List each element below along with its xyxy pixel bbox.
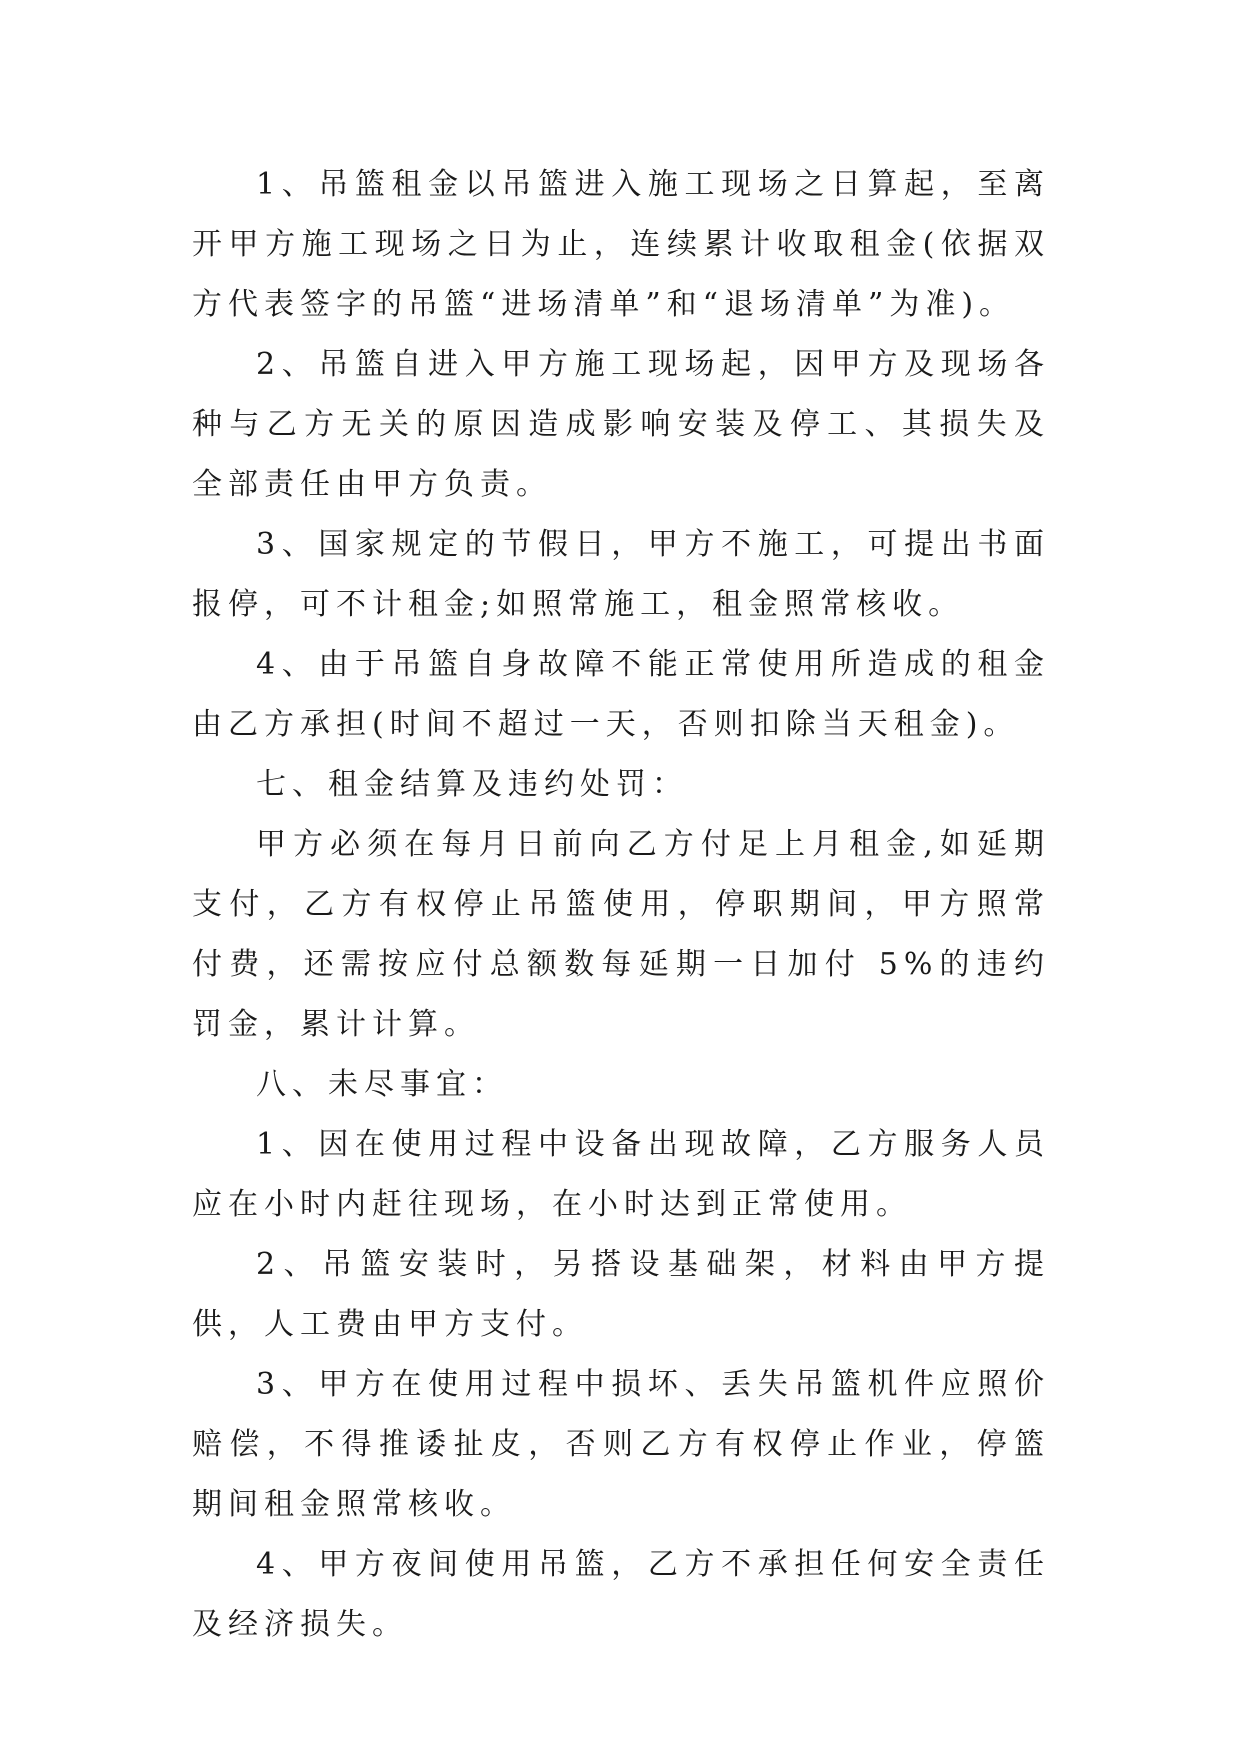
paragraph-installation: 2、吊篮安装时，另搭设基础架，材料由甲方提供，人工费由甲方支付。	[192, 1247, 1050, 1342]
section-heading-settlement: 七、租金结算及违约处罚：	[256, 767, 688, 802]
paragraph-rent-start: 1、吊篮租金以吊篮进入施工现场之日算起，至离开甲方施工现场之日为止，连续累计收取租金(依据双方代表签字的吊篮“进场清单”和“退场清单”为准)。	[192, 167, 1050, 322]
section-heading-misc: 八、未尽事宜：	[256, 1067, 508, 1102]
document-body	[192, 155, 1050, 1655]
paragraph-payment-terms: 甲方必须在每月日前向乙方付足上月租金,如延期支付，乙方有权停止吊篮使用，停职期间，甲方照常付费，还需按应付总额数每延期一日加付 5%的违约罚金，累计计算。	[192, 827, 1050, 1042]
paragraph-holidays: 3、国家规定的节假日，甲方不施工，可提出书面报停，可不计租金;如照常施工，租金照常核收。	[192, 527, 1050, 622]
paragraph-site-responsibility: 2、吊篮自进入甲方施工现场起，因甲方及现场各种与乙方无关的原因造成影响安装及停工、其损失及全部责任由甲方负责。	[192, 347, 1050, 502]
paragraph-night-use: 4、甲方夜间使用吊篮，乙方不承担任何安全责任及经济损失。	[192, 1547, 1050, 1642]
paragraph-malfunction: 4、由于吊篮自身故障不能正常使用所造成的租金由乙方承担(时间不超过一天，否则扣除当天租金)。	[192, 647, 1050, 742]
paragraph-damage-compensation: 3、甲方在使用过程中损坏、丢失吊篮机件应照价赔偿，不得推诿扯皮，否则乙方有权停止作业，停篮期间租金照常核收。	[192, 1367, 1050, 1522]
paragraph-service-response: 1、因在使用过程中设备出现故障，乙方服务人员应在小时内赶往现场，在小时达到正常使用。	[192, 1127, 1050, 1222]
